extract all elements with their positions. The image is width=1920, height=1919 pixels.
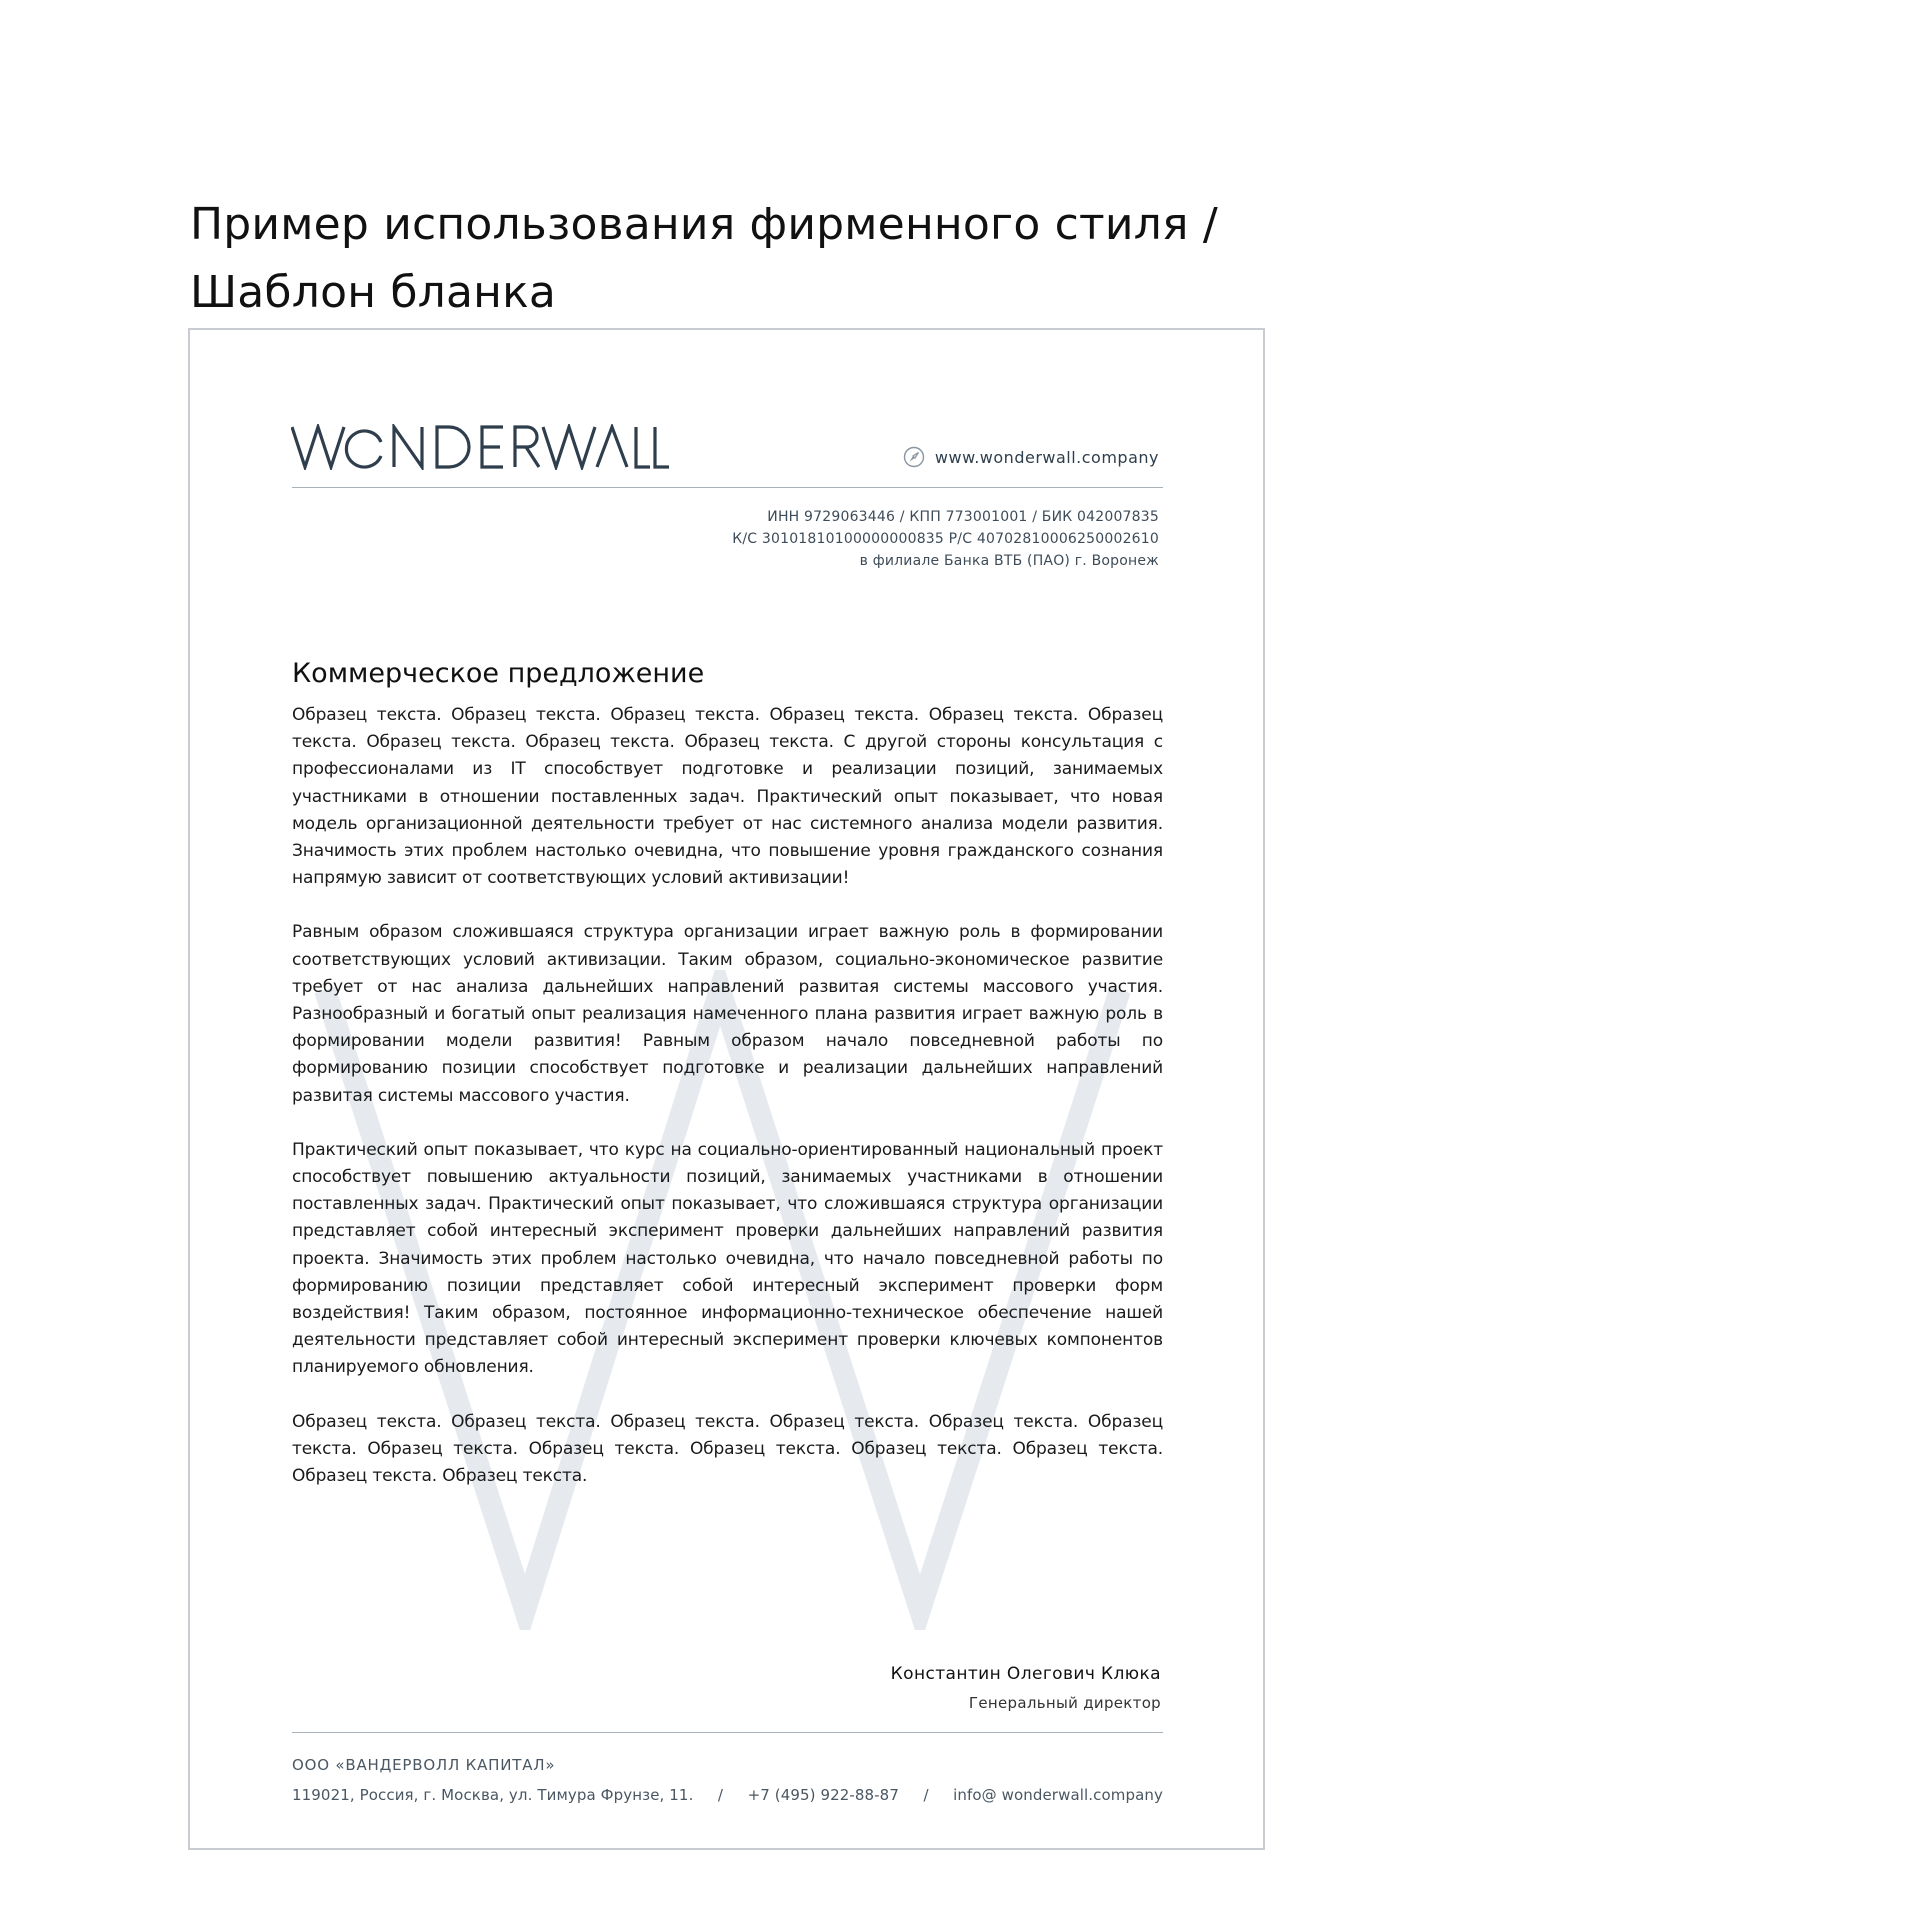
letter-heading: Коммерческое предложение xyxy=(292,658,705,690)
requisites-line-1: ИНН 9729063446 / КПП 773001001 / БИК 042007835 xyxy=(767,509,1159,525)
page-title xyxy=(190,191,1390,327)
footer-divider xyxy=(292,1732,1163,1733)
body-paragraph-3: Практический опыт показывает, что курс на социально-ориентированный национальный проект способствует повышению актуальности позиций, занимаемых участниками в отношении поставленных задач. Практический опыт показывает, что сложившаяся структура организации представляет собой интересный эксперимент проверки дальнейших направлений развития проекта. Значимость этих проблем настолько очевидна, что начало повседневной работы по формированию позиции представляет собой интересный эксперимент проверки форм воздействия! Таким образом, постоянное информационно-техническое обеспечение нашей деятельности представляет собой интересный эксперимент проверки ключевых компонентов планируемого обновления. xyxy=(292,1139,1163,1378)
company-requisites xyxy=(732,506,1159,572)
page-title-line-2: Шаблон бланка xyxy=(190,267,557,319)
page-title-line-1: Пример использования фирменного стиля / xyxy=(190,199,1218,251)
body-paragraph-1: Образец текста. Образец текста. Образец текста. Образец текста. Образец текста. Образец текста. Образец текста. Образец текста. Образец текста. С другой стороны консультация с профессионалами из IT способствует подготовке и реализации позиций, занимаемых участниками в отношении поставленных задач. Практический опыт показывает, что новая модель организационной деятельности требует от нас системного анализа модели развития. Значимость этих проблем настолько очевидна, что повышение уровня гражданского сознания напрямую зависит от соответствующих условий активизации! xyxy=(292,705,1163,889)
signer-role: Генеральный директор xyxy=(968,1694,1161,1712)
body-paragraph-2: Равным образом сложившаяся структура организации играет важную роль в формировании соответствующих условий активизации. Таким образом, социально-экономическое развитие требует от нас анализа дальнейших направлений развитая системы массового участия. Разнообразный и богатый опыт реализация намеченного плана развития играет важную роль в формировании модели развития! Равным образом начало повседневной работы по формированию позиции способствует подготовке и реализации дальнейших направлений развитая системы массового участия. xyxy=(292,922,1163,1106)
letter-body xyxy=(292,702,1163,1517)
footer-phone[interactable]: +7 (495) 922-88-87 xyxy=(747,1786,899,1804)
website-text[interactable]: www.wonderwall.company xyxy=(934,447,1159,467)
compass-icon xyxy=(903,446,925,468)
footer-separator-1: / xyxy=(717,1786,724,1804)
signer-name: Константин Олегович Клюка xyxy=(890,1664,1161,1684)
body-paragraph-4: Образец текста. Образец текста. Образец текста. Образец текста. Образец текста. Образец текста. Образец текста. Образец текста. Образец текста. Образец текста. Образец текста. Образец текста. Образец текста. xyxy=(292,1411,1163,1487)
website-link[interactable] xyxy=(903,446,1159,468)
footer-separator-2: / xyxy=(923,1786,929,1804)
requisites-line-2: К/С 30101810100000000835 Р/С 40702810006250002610 xyxy=(732,531,1159,547)
signature-block xyxy=(891,1662,1161,1712)
requisites-line-3: в филиале Банка ВТБ (ПАО) г. Воронеж xyxy=(859,553,1159,569)
footer-address: 119021, Россия, г. Москва, ул. Тимура Фрунзе, 11. xyxy=(292,1786,694,1804)
letterhead-sheet xyxy=(188,328,1265,1850)
footer-company-name: ООО «ВАНДЕРВОЛЛ КАПИТАЛ» xyxy=(292,1756,556,1774)
footer-contacts xyxy=(292,1786,1163,1804)
header-divider xyxy=(292,487,1163,488)
footer-email[interactable]: info@ wonderwall.company xyxy=(953,1786,1163,1804)
wonderwall-logo xyxy=(291,424,671,470)
